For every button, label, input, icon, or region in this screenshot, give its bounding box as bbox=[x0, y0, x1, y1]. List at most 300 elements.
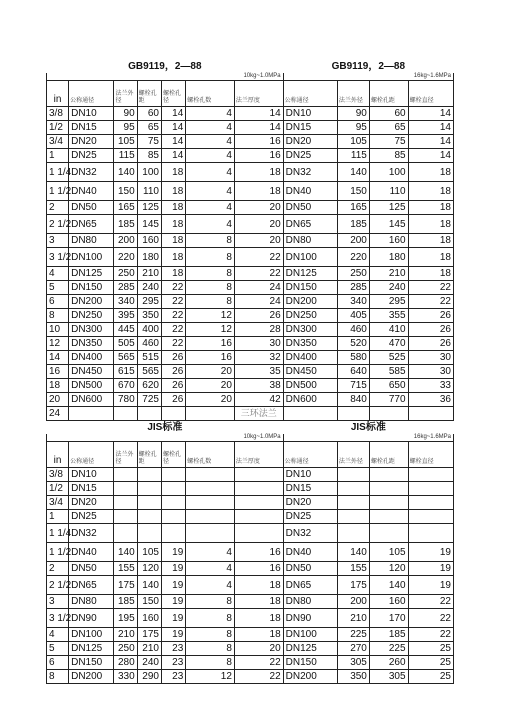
inch-size: 8 bbox=[47, 670, 69, 684]
flange-thickness: 24 bbox=[234, 281, 283, 295]
bolt-circle: 240 bbox=[137, 656, 161, 670]
flange-od-16: 305 bbox=[337, 656, 369, 670]
bolt-dia-16: 18 bbox=[408, 163, 453, 182]
flange-od: 395 bbox=[114, 309, 137, 323]
table-row bbox=[47, 365, 454, 379]
flange-od-16: 200 bbox=[337, 234, 369, 248]
bolt-circle-16: 60 bbox=[369, 107, 408, 121]
nominal-diameter: DN40 bbox=[69, 182, 114, 201]
flange-od bbox=[114, 482, 137, 496]
table-row bbox=[47, 201, 454, 215]
bolt-circle-16: 180 bbox=[369, 248, 408, 267]
bolt-dia-16: 22 bbox=[408, 628, 453, 642]
table-row bbox=[47, 468, 454, 482]
separator-label: 三环法兰 bbox=[234, 407, 283, 421]
bolt-hole-dia: 19 bbox=[161, 576, 185, 595]
pressure-right: 16kg~1.6MPa bbox=[283, 434, 453, 442]
bolt-hole-dia bbox=[161, 468, 185, 482]
inch-size: 8 bbox=[47, 309, 69, 323]
bolt-dia-16: 18 bbox=[408, 267, 453, 281]
table-row bbox=[47, 628, 454, 642]
flange-od bbox=[114, 510, 137, 524]
flange-od-16: 640 bbox=[337, 365, 369, 379]
bolt-dia-16 bbox=[408, 407, 453, 421]
bolt-hole-dia: 18 bbox=[161, 182, 185, 201]
bolt-circle: 180 bbox=[137, 248, 161, 267]
bolt-dia-16: 25 bbox=[408, 642, 453, 656]
nominal-diameter: DN25 bbox=[69, 149, 114, 163]
flange-od: 780 bbox=[114, 393, 137, 407]
bolt-circle-16 bbox=[369, 524, 408, 543]
flange-thickness: 32 bbox=[234, 351, 283, 365]
nominal-diameter-16: DN40 bbox=[283, 182, 337, 201]
column-header: 螺栓孔数 bbox=[186, 81, 235, 107]
flange-od-16: 155 bbox=[337, 562, 369, 576]
bolt-dia-16: 22 bbox=[408, 609, 453, 628]
table-row bbox=[47, 670, 454, 684]
bolt-count: 4 bbox=[186, 182, 235, 201]
flange-thickness: 30 bbox=[234, 337, 283, 351]
bolt-circle-16: 160 bbox=[369, 234, 408, 248]
bolt-count: 8 bbox=[186, 248, 235, 267]
table-row bbox=[47, 267, 454, 281]
bolt-count: 4 bbox=[186, 215, 235, 234]
bolt-dia-16: 19 bbox=[408, 576, 453, 595]
inch-size: 24 bbox=[47, 407, 69, 421]
bolt-dia-16: 14 bbox=[408, 149, 453, 163]
column-header: 螺栓孔距 bbox=[369, 81, 408, 107]
table-row bbox=[47, 323, 454, 337]
bolt-circle-16: 100 bbox=[369, 163, 408, 182]
flange-od: 330 bbox=[114, 670, 137, 684]
bolt-dia-16: 18 bbox=[408, 201, 453, 215]
nominal-diameter-16: DN10 bbox=[283, 107, 337, 121]
bolt-count: 8 bbox=[186, 609, 235, 628]
bolt-circle: 120 bbox=[137, 562, 161, 576]
section-title-right: GB9119，2—88 bbox=[331, 61, 406, 72]
flange-thickness: 20 bbox=[234, 215, 283, 234]
table-row bbox=[47, 642, 454, 656]
bolt-hole-dia: 22 bbox=[161, 295, 185, 309]
bolt-count: 4 bbox=[186, 163, 235, 182]
inch-size: 1/2 bbox=[47, 121, 69, 135]
inch-header: in bbox=[47, 442, 69, 468]
bolt-circle-16: 105 bbox=[369, 543, 408, 562]
flange-thickness: 16 bbox=[234, 543, 283, 562]
column-header: 公称通径 bbox=[69, 442, 114, 468]
bolt-dia-16: 36 bbox=[408, 393, 453, 407]
bolt-circle: 100 bbox=[137, 163, 161, 182]
nominal-diameter: DN600 bbox=[69, 393, 114, 407]
bolt-circle: 210 bbox=[137, 642, 161, 656]
bolt-circle: 460 bbox=[137, 337, 161, 351]
bolt-dia-16: 22 bbox=[408, 595, 453, 609]
flange-od-16: 250 bbox=[337, 267, 369, 281]
nominal-diameter-16: DN100 bbox=[283, 248, 337, 267]
inch-size: 1 1/2 bbox=[47, 182, 69, 201]
inch-size: 1 1/4 bbox=[47, 163, 69, 182]
nominal-diameter: DN200 bbox=[69, 670, 114, 684]
inch-size: 1 bbox=[47, 510, 69, 524]
bolt-dia-16: 18 bbox=[408, 248, 453, 267]
bolt-circle-16 bbox=[369, 407, 408, 421]
flange-od-16: 715 bbox=[337, 379, 369, 393]
flange-od-16: 270 bbox=[337, 642, 369, 656]
flange-od: 200 bbox=[114, 234, 137, 248]
nominal-diameter: DN20 bbox=[69, 496, 114, 510]
nominal-diameter-16: DN125 bbox=[283, 642, 337, 656]
nominal-diameter-16: DN25 bbox=[283, 510, 337, 524]
flange-thickness: 14 bbox=[234, 121, 283, 135]
bolt-count: 12 bbox=[186, 670, 235, 684]
inch-size: 10 bbox=[47, 323, 69, 337]
table-row bbox=[47, 351, 454, 365]
nominal-diameter-16: DN65 bbox=[283, 215, 337, 234]
bolt-count: 20 bbox=[186, 393, 235, 407]
bolt-circle-16: 160 bbox=[369, 595, 408, 609]
flange-od-16: 95 bbox=[337, 121, 369, 135]
column-header: 公称通径 bbox=[283, 442, 337, 468]
bolt-count: 8 bbox=[186, 642, 235, 656]
table-row bbox=[47, 543, 454, 562]
flange-thickness: 18 bbox=[234, 628, 283, 642]
nominal-diameter-16: DN200 bbox=[283, 670, 337, 684]
table-row bbox=[47, 295, 454, 309]
bolt-dia-16: 26 bbox=[408, 309, 453, 323]
nominal-diameter: DN32 bbox=[69, 163, 114, 182]
nominal-diameter-16: DN150 bbox=[283, 281, 337, 295]
column-header: 公称通径 bbox=[69, 81, 114, 107]
flange-od-16: 405 bbox=[337, 309, 369, 323]
table-row bbox=[47, 595, 454, 609]
bolt-hole-dia: 18 bbox=[161, 248, 185, 267]
section-title-left: GB9119，2—88 bbox=[128, 61, 202, 72]
flange-od-16: 185 bbox=[337, 215, 369, 234]
bolt-count: 12 bbox=[186, 309, 235, 323]
inch-size: 1 1/2 bbox=[47, 543, 69, 562]
bolt-circle-16: 125 bbox=[369, 201, 408, 215]
bolt-circle-16: 85 bbox=[369, 149, 408, 163]
bolt-hole-dia: 26 bbox=[161, 393, 185, 407]
flange-thickness bbox=[234, 482, 283, 496]
table-row bbox=[47, 609, 454, 628]
title-row bbox=[47, 421, 454, 435]
flange-od: 105 bbox=[114, 135, 137, 149]
flange-thickness: 35 bbox=[234, 365, 283, 379]
inch-size: 2 bbox=[47, 201, 69, 215]
bolt-circle: 160 bbox=[137, 609, 161, 628]
nominal-diameter-16: DN400 bbox=[283, 351, 337, 365]
flange-thickness: 24 bbox=[234, 295, 283, 309]
nominal-diameter-16: DN25 bbox=[283, 149, 337, 163]
bolt-circle-16: 355 bbox=[369, 309, 408, 323]
bolt-count: 4 bbox=[186, 149, 235, 163]
bolt-hole-dia: 23 bbox=[161, 670, 185, 684]
flange-thickness: 18 bbox=[234, 595, 283, 609]
bolt-hole-dia: 19 bbox=[161, 609, 185, 628]
bolt-circle: 400 bbox=[137, 323, 161, 337]
bolt-circle-16: 65 bbox=[369, 121, 408, 135]
nominal-diameter: DN150 bbox=[69, 656, 114, 670]
flange-thickness: 18 bbox=[234, 609, 283, 628]
flange-od: 140 bbox=[114, 543, 137, 562]
bolt-dia-16: 22 bbox=[408, 281, 453, 295]
table-row bbox=[47, 524, 454, 543]
inch-size: 2 bbox=[47, 562, 69, 576]
bolt-circle-16: 260 bbox=[369, 656, 408, 670]
column-header: 法兰外径 bbox=[337, 442, 369, 468]
bolt-circle: 150 bbox=[137, 595, 161, 609]
table-row bbox=[47, 393, 454, 407]
table-row bbox=[47, 309, 454, 323]
nominal-diameter-16: DN50 bbox=[283, 562, 337, 576]
table-row bbox=[47, 149, 454, 163]
column-header: 螺栓直径 bbox=[408, 81, 453, 107]
flange-od-16 bbox=[337, 468, 369, 482]
bolt-hole-dia bbox=[161, 510, 185, 524]
flange-od: 175 bbox=[114, 576, 137, 595]
header-row bbox=[47, 442, 454, 468]
nominal-diameter-16: DN300 bbox=[283, 323, 337, 337]
bolt-circle: 110 bbox=[137, 182, 161, 201]
table-row bbox=[47, 407, 454, 421]
nominal-diameter: DN450 bbox=[69, 365, 114, 379]
table-row bbox=[47, 482, 454, 496]
flange-thickness: 18 bbox=[234, 576, 283, 595]
bolt-count: 8 bbox=[186, 267, 235, 281]
bolt-hole-dia: 19 bbox=[161, 562, 185, 576]
nominal-diameter: DN40 bbox=[69, 543, 114, 562]
bolt-circle: 240 bbox=[137, 281, 161, 295]
bolt-dia-16: 25 bbox=[408, 670, 453, 684]
nominal-diameter: DN15 bbox=[69, 482, 114, 496]
bolt-hole-dia: 23 bbox=[161, 656, 185, 670]
bolt-hole-dia bbox=[161, 482, 185, 496]
pressure-row bbox=[47, 434, 454, 442]
inch-size: 3 bbox=[47, 234, 69, 248]
column-header: 螺栓孔距 bbox=[137, 81, 161, 107]
title-row bbox=[47, 60, 454, 73]
table-row bbox=[47, 107, 454, 121]
nominal-diameter: DN200 bbox=[69, 295, 114, 309]
nominal-diameter-16: DN20 bbox=[283, 496, 337, 510]
flange-od: 280 bbox=[114, 656, 137, 670]
bolt-circle: 105 bbox=[137, 543, 161, 562]
inch-size: 1/2 bbox=[47, 482, 69, 496]
bolt-hole-dia: 22 bbox=[161, 337, 185, 351]
bolt-dia-16: 30 bbox=[408, 351, 453, 365]
flange-od-16: 165 bbox=[337, 201, 369, 215]
bolt-circle: 725 bbox=[137, 393, 161, 407]
nominal-diameter: DN100 bbox=[69, 628, 114, 642]
flange-thickness: 26 bbox=[234, 309, 283, 323]
bolt-hole-dia: 26 bbox=[161, 365, 185, 379]
flange-od-16: 350 bbox=[337, 670, 369, 684]
nominal-diameter bbox=[69, 407, 114, 421]
bolt-circle: 125 bbox=[137, 201, 161, 215]
nominal-diameter: DN100 bbox=[69, 248, 114, 267]
pressure-left: 10kg~1.0MPa bbox=[47, 73, 284, 81]
nominal-diameter-16: DN32 bbox=[283, 524, 337, 543]
column-header: 法兰外径 bbox=[114, 442, 137, 468]
table-row bbox=[47, 248, 454, 267]
table-row bbox=[47, 379, 454, 393]
flange-od: 615 bbox=[114, 365, 137, 379]
bolt-hole-dia: 22 bbox=[161, 323, 185, 337]
flange-thickness: 16 bbox=[234, 135, 283, 149]
bolt-circle-16: 295 bbox=[369, 295, 408, 309]
nominal-diameter: DN125 bbox=[69, 642, 114, 656]
bolt-hole-dia: 22 bbox=[161, 309, 185, 323]
flange-od-16 bbox=[337, 407, 369, 421]
bolt-circle: 160 bbox=[137, 234, 161, 248]
flange-od-16: 225 bbox=[337, 628, 369, 642]
pressure-right: 16kg~1.6MPa bbox=[283, 73, 453, 81]
nominal-diameter: DN50 bbox=[69, 562, 114, 576]
bolt-count: 8 bbox=[186, 595, 235, 609]
flange-thickness: 20 bbox=[234, 234, 283, 248]
flange-od: 670 bbox=[114, 379, 137, 393]
inch-size: 5 bbox=[47, 281, 69, 295]
flange-od: 95 bbox=[114, 121, 137, 135]
flange-od-16: 175 bbox=[337, 576, 369, 595]
bolt-circle-16: 650 bbox=[369, 379, 408, 393]
nominal-diameter: DN80 bbox=[69, 595, 114, 609]
bolt-count: 8 bbox=[186, 628, 235, 642]
flange-od: 220 bbox=[114, 248, 137, 267]
nominal-diameter: DN10 bbox=[69, 107, 114, 121]
bolt-hole-dia: 18 bbox=[161, 215, 185, 234]
nominal-diameter: DN25 bbox=[69, 510, 114, 524]
flange-thickness: 42 bbox=[234, 393, 283, 407]
inch-size: 4 bbox=[47, 267, 69, 281]
section-title-left: JIS标准 bbox=[147, 422, 183, 433]
flange-od: 150 bbox=[114, 182, 137, 201]
flange-thickness: 16 bbox=[234, 149, 283, 163]
flange-od-16 bbox=[337, 496, 369, 510]
flange-thickness: 22 bbox=[234, 656, 283, 670]
bolt-count bbox=[186, 496, 235, 510]
flange-thickness: 22 bbox=[234, 248, 283, 267]
nominal-diameter: DN90 bbox=[69, 609, 114, 628]
bolt-circle-16: 305 bbox=[369, 670, 408, 684]
nominal-diameter-16: DN80 bbox=[283, 234, 337, 248]
flange-od: 210 bbox=[114, 628, 137, 642]
bolt-count: 8 bbox=[186, 281, 235, 295]
flange-od: 115 bbox=[114, 149, 137, 163]
nominal-diameter: DN65 bbox=[69, 215, 114, 234]
flange-table bbox=[46, 60, 454, 684]
inch-size: 3 1/2 bbox=[47, 248, 69, 267]
bolt-circle-16: 225 bbox=[369, 642, 408, 656]
inch-size: 4 bbox=[47, 628, 69, 642]
inch-size: 18 bbox=[47, 379, 69, 393]
flange-od-16: 115 bbox=[337, 149, 369, 163]
column-header: 螺栓孔径 bbox=[161, 442, 185, 468]
nominal-diameter: DN15 bbox=[69, 121, 114, 135]
column-header: 螺栓孔数 bbox=[186, 442, 235, 468]
nominal-diameter-16: DN20 bbox=[283, 135, 337, 149]
bolt-dia-16: 18 bbox=[408, 215, 453, 234]
jis-section bbox=[47, 421, 454, 684]
bolt-hole-dia: 22 bbox=[161, 281, 185, 295]
flange-od: 155 bbox=[114, 562, 137, 576]
bolt-circle: 565 bbox=[137, 365, 161, 379]
nominal-diameter-16: DN350 bbox=[283, 337, 337, 351]
bolt-count: 8 bbox=[186, 234, 235, 248]
nominal-diameter-16: DN80 bbox=[283, 595, 337, 609]
flange-od-16: 150 bbox=[337, 182, 369, 201]
bolt-circle: 60 bbox=[137, 107, 161, 121]
bolt-count: 8 bbox=[186, 656, 235, 670]
bolt-dia-16: 26 bbox=[408, 337, 453, 351]
flange-thickness: 20 bbox=[234, 642, 283, 656]
table-row bbox=[47, 182, 454, 201]
bolt-dia-16: 22 bbox=[408, 295, 453, 309]
nominal-diameter: DN80 bbox=[69, 234, 114, 248]
bolt-dia-16: 30 bbox=[408, 365, 453, 379]
flange-od: 140 bbox=[114, 163, 137, 182]
bolt-circle: 175 bbox=[137, 628, 161, 642]
bolt-circle: 140 bbox=[137, 576, 161, 595]
nominal-diameter-16: DN50 bbox=[283, 201, 337, 215]
bolt-circle bbox=[137, 482, 161, 496]
bolt-hole-dia: 19 bbox=[161, 628, 185, 642]
bolt-count: 4 bbox=[186, 121, 235, 135]
column-header: 法兰厚度 bbox=[234, 442, 283, 468]
nominal-diameter-16: DN65 bbox=[283, 576, 337, 595]
bolt-hole-dia: 14 bbox=[161, 135, 185, 149]
flange-od bbox=[114, 468, 137, 482]
flange-thickness: 18 bbox=[234, 163, 283, 182]
bolt-circle: 350 bbox=[137, 309, 161, 323]
nominal-diameter-16: DN150 bbox=[283, 656, 337, 670]
header-row bbox=[47, 81, 454, 107]
nominal-diameter: DN20 bbox=[69, 135, 114, 149]
bolt-circle-16: 120 bbox=[369, 562, 408, 576]
flange-od: 250 bbox=[114, 642, 137, 656]
flange-od-16: 460 bbox=[337, 323, 369, 337]
table-row bbox=[47, 234, 454, 248]
bolt-hole-dia: 19 bbox=[161, 543, 185, 562]
inch-size: 3/8 bbox=[47, 107, 69, 121]
bolt-count bbox=[186, 407, 235, 421]
table-row bbox=[47, 510, 454, 524]
bolt-hole-dia: 26 bbox=[161, 379, 185, 393]
bolt-count: 4 bbox=[186, 107, 235, 121]
flange-od-16: 90 bbox=[337, 107, 369, 121]
inch-size: 3/4 bbox=[47, 135, 69, 149]
bolt-count: 4 bbox=[186, 576, 235, 595]
flange-od-16: 210 bbox=[337, 609, 369, 628]
table-row bbox=[47, 576, 454, 595]
flange-thickness bbox=[234, 496, 283, 510]
bolt-circle: 65 bbox=[137, 121, 161, 135]
table-row bbox=[47, 163, 454, 182]
inch-size: 3 1/2 bbox=[47, 609, 69, 628]
table-row bbox=[47, 496, 454, 510]
bolt-hole-dia: 18 bbox=[161, 163, 185, 182]
flange-od-16: 105 bbox=[337, 135, 369, 149]
bolt-dia-16: 14 bbox=[408, 121, 453, 135]
nominal-diameter: DN125 bbox=[69, 267, 114, 281]
column-header: 螺栓直径 bbox=[408, 442, 453, 468]
bolt-dia-16: 26 bbox=[408, 323, 453, 337]
table-row bbox=[47, 135, 454, 149]
flange-od: 445 bbox=[114, 323, 137, 337]
bolt-count bbox=[186, 468, 235, 482]
bolt-dia-16: 14 bbox=[408, 107, 453, 121]
